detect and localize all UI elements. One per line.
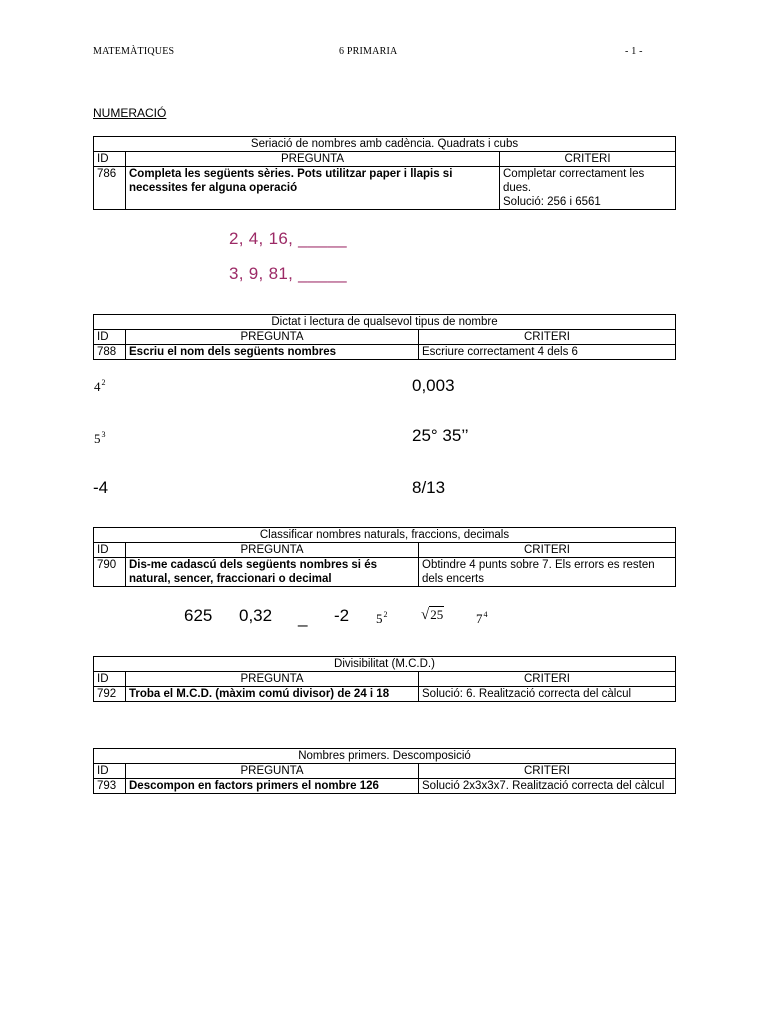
square-root xyxy=(421,607,444,624)
criteria-header: CRITERI xyxy=(500,152,676,167)
number-negative: -4 xyxy=(93,478,109,497)
power-base: 7 xyxy=(476,611,483,626)
power-base: 5 xyxy=(376,611,383,626)
question-table-790 xyxy=(93,527,676,587)
question-table-792 xyxy=(93,656,676,702)
question-header: PREGUNTA xyxy=(126,152,500,167)
question-header: PREGUNTA xyxy=(126,543,419,558)
header-grade: 6 PRIMARIA xyxy=(339,46,398,57)
question-id: 790 xyxy=(94,558,126,587)
table-title: Classificar nombres naturals, fraccions, decimals xyxy=(94,528,676,543)
question-id: 786 xyxy=(94,167,126,210)
header-page-number: - 1 - xyxy=(625,46,643,57)
power-base: 4 xyxy=(94,379,101,394)
question-text: Escriu el nom dels següents nombres xyxy=(126,345,419,360)
criteria-cell xyxy=(500,167,676,210)
question-table-788 xyxy=(93,314,676,360)
number-fraction: 8/13 xyxy=(412,478,446,497)
power-exponent: 2 xyxy=(101,378,106,387)
criteria-line: Escriure correctament 4 dels 6 xyxy=(422,346,578,358)
criteria-line: Obtindre 4 punts sobre 7. Els errors es resten dels encerts xyxy=(422,559,655,585)
id-header: ID xyxy=(94,672,126,687)
sqrt-icon: √ xyxy=(421,607,430,623)
criteria-header: CRITERI xyxy=(419,672,676,687)
header-subject: MATEMÀTIQUES xyxy=(93,46,175,57)
number-blank: _ xyxy=(298,608,308,627)
table-title: Divisibilitat (M.C.D.) xyxy=(94,657,676,672)
power-7-4 xyxy=(476,610,488,627)
power-exponent: 4 xyxy=(483,610,488,619)
id-header: ID xyxy=(94,764,126,779)
id-header: ID xyxy=(94,330,126,345)
question-table-793 xyxy=(93,748,676,794)
question-table-786 xyxy=(93,136,676,210)
number-decimal: 0,32 xyxy=(239,606,273,625)
number-angle: 25° 35’’ xyxy=(412,426,469,445)
question-header: PREGUNTA xyxy=(126,330,419,345)
power-base: 5 xyxy=(94,431,101,446)
criteria-line: Solució 2x3x3x7. Realització correcta del càlcul xyxy=(422,780,665,792)
table-title: Seriació de nombres amb cadència. Quadrats i cubs xyxy=(94,137,676,152)
power-exponent: 2 xyxy=(383,610,388,619)
power-5-2 xyxy=(376,610,388,627)
question-id: 793 xyxy=(94,779,126,794)
criteria-line: Solució: 6. Realització correcta del càlcul xyxy=(422,688,632,700)
number-natural: 625 xyxy=(184,606,213,625)
number-negative: -2 xyxy=(334,606,350,625)
table-title: Dictat i lectura de qualsevol tipus de nombre xyxy=(94,315,676,330)
question-id: 788 xyxy=(94,345,126,360)
section-title: NUMERACIÓ xyxy=(93,106,167,120)
question-header: PREGUNTA xyxy=(126,672,419,687)
question-id: 792 xyxy=(94,687,126,702)
question-text: Completa les següents sèries. Pots utilitzar paper i llapis si necessites fer alguna operació xyxy=(126,167,500,210)
series-2: 3, 9, 81, _____ xyxy=(229,264,347,283)
criteria-cell xyxy=(419,779,676,794)
criteria-header: CRITERI xyxy=(419,543,676,558)
criteria-header: CRITERI xyxy=(419,764,676,779)
id-header: ID xyxy=(94,543,126,558)
number-decimal: 0,003 xyxy=(412,376,455,395)
criteria-header: CRITERI xyxy=(419,330,676,345)
question-header: PREGUNTA xyxy=(126,764,419,779)
id-header: ID xyxy=(94,152,126,167)
power-exponent: 3 xyxy=(101,430,106,439)
power-5-3 xyxy=(94,430,106,447)
power-4-2 xyxy=(94,378,106,395)
criteria-cell xyxy=(419,687,676,702)
question-text: Descompon en factors primers el nombre 126 xyxy=(126,779,419,794)
criteria-line: Completar correctament les dues. xyxy=(503,168,645,194)
series-1: 2, 4, 16, _____ xyxy=(229,229,347,248)
table-title: Nombres primers. Descomposició xyxy=(94,749,676,764)
criteria-cell xyxy=(419,558,676,587)
radicand: 25 xyxy=(430,607,444,622)
criteria-cell xyxy=(419,345,676,360)
question-text: Dis-me cadascú dels següents nombres si és natural, sencer, fraccionari o decimal xyxy=(126,558,419,587)
question-text: Troba el M.C.D. (màxim comú divisor) de 24 i 18 xyxy=(126,687,419,702)
criteria-line: Solució: 256 i 6561 xyxy=(503,196,601,208)
